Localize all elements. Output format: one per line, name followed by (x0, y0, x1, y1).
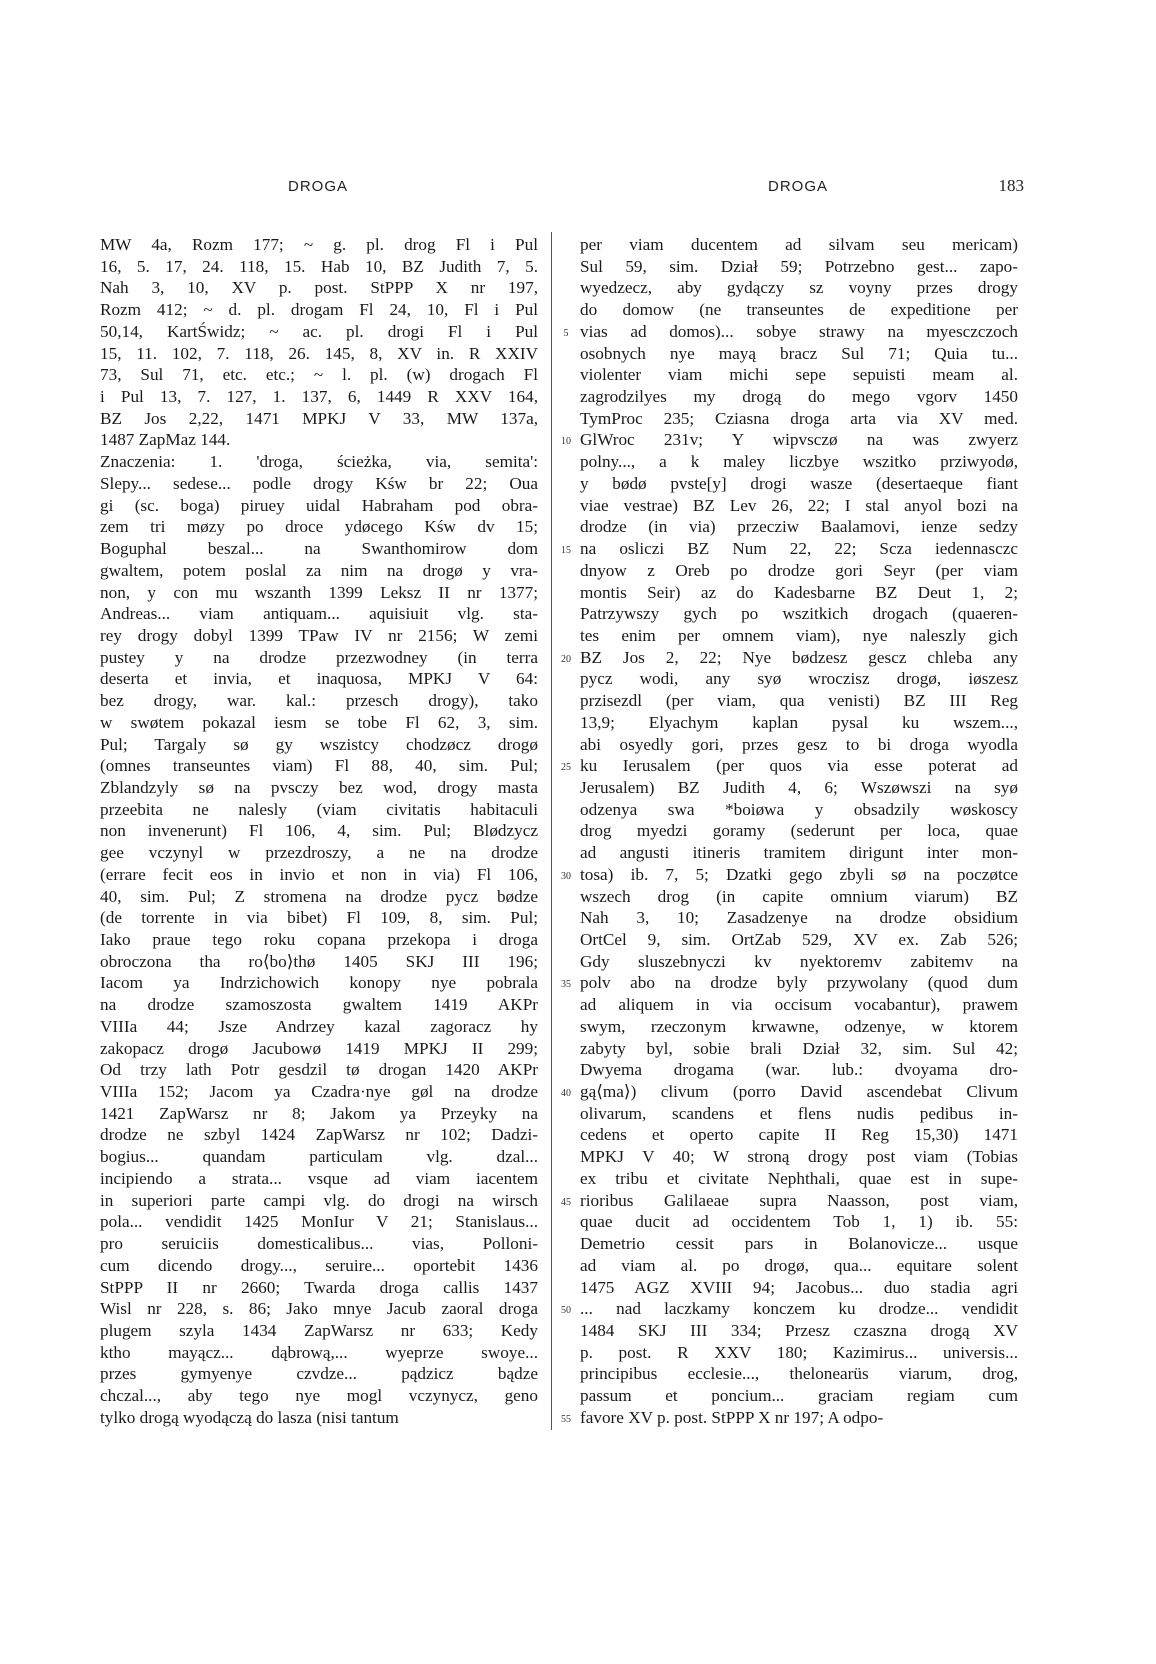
text-line: 40, sim. Pul; Z stromena na drodze pycz bødze (100, 886, 538, 906)
text-line: MPKJ V 40; W stroną drogy post viam (Tobias (580, 1147, 1018, 1167)
text-line: 1484 SKJ III 334; Przesz czaszna drogą XV (580, 1320, 1018, 1340)
text-line: pycz wodi, any syø wroczisz drogø, iøszesz (580, 669, 1018, 689)
text-line: y bødø pvste[y] drogi wasze (desertaeque fiant (580, 473, 1018, 493)
text-line: przeebita ne nalesly (viam civitatis habitaculi (100, 799, 538, 819)
text-line: odzenya swa *boiøwa y obsadzily wøskoscy (580, 799, 1018, 819)
text-line: ku Ierusalem (per quos via esse poterat ad (580, 756, 1018, 776)
text-line: viae vestrae) BZ Lev 26, 22; I stal anyol bozi na (580, 495, 1018, 515)
line-number: 20 (561, 653, 571, 665)
text-line: wszech drog (in capite omnium viarum) BZ (580, 886, 1018, 906)
text-line: per viam ducentem ad silvam seu mericam) (580, 235, 1018, 254)
text-line: Pul; Targaly sø gy wszistcy chodzøcz drogø (100, 734, 538, 754)
text-line: Iako praue tego roku copana przekopa i droga (100, 930, 538, 949)
text-line: StPPP II nr 2660; Twarda droga callis 1437 (100, 1277, 538, 1297)
text-line: (omnes transeuntes viam) Fl 88, 40, sim. Pul; (100, 756, 538, 776)
text-line: (errare fecit eos in invio et non in via) Fl 106, (100, 864, 538, 884)
text-line: chczal..., aby tego nye mogl vczynycz, geno (100, 1386, 538, 1406)
text-line: Iacom ya Indrzichowich konopy nye pobrala (100, 973, 538, 993)
line-number: 50 (561, 1305, 571, 1317)
text-line: zem tri møzy po droce ydøcego Kśw dv 15; (100, 517, 538, 537)
text-line: drog myedzi goramy (sederunt per loca, quae (580, 821, 1018, 841)
text-line: obroczona tha ro⟨bo⟩thø 1405 SKJ III 196; (100, 951, 538, 971)
text-line: ad viam al. po drogø, qua... equitare solent (580, 1255, 1018, 1275)
text-line: przisezdl (per viam, qua venisti) BZ III Reg (580, 691, 1018, 711)
text-line: 16, 5. 17, 24. 118, 15. Hab 10, BZ Judith 7, 5. (100, 256, 538, 276)
text-line: Andreas... viam antiquam... aquisiuit vlg. sta- (100, 604, 538, 624)
header-title-left: DROGA (287, 178, 348, 195)
text-line: gi (sc. boga) piruey uidal Habraham pod obra- (100, 495, 538, 515)
text-line: Wisl nr 228, s. 86; Jako mnye Jacub zaoral droga (100, 1299, 538, 1319)
line-number: 25 (561, 762, 571, 774)
text-line: pustey y na drodze przezwodney (in terra (100, 647, 538, 667)
text-line: pro seruiciis domesticalibus... vias, Polloni- (100, 1234, 538, 1254)
text-line: ex tribu et civitate Nephthali, quae est in supe- (580, 1168, 1018, 1188)
text-line: cum dicendo drogy..., seruire... oportebit 1436 (100, 1255, 538, 1275)
text-line: BZ Jos 2,22, 1471 MPKJ V 33, MW 137a, (100, 408, 538, 428)
text-line: 1475 AGZ XVIII 94; Jacobus... duo stadia agri (580, 1277, 1018, 1297)
text-line: na osliczi BZ Num 22, 22; Scza iedennasczc (580, 539, 1018, 559)
text-line: Dwyema drogama (war. lub.: dvoyama dro- (580, 1060, 1018, 1080)
text-line: ktho mayącz... dąbrową,... wyeprze swoye... (100, 1342, 538, 1362)
text-line: non invenerunt) Fl 106, 4, sim. Pul; Blødzycz (100, 821, 538, 841)
text-line: cedens et operto capite II Reg 15,30) 1471 (580, 1125, 1018, 1145)
text-line: Gdy sluszebnyczi kv nyektoremv zabitemv na (580, 951, 1018, 971)
text-line: drodze ne szbyl 1424 ZapWarsz nr 102; Dadzi- (100, 1125, 538, 1145)
text-line: VIIIa 44; Jsze Andrzey kazal zagoracz hy (100, 1016, 538, 1036)
text-line: w swøtem pokazal iesm se tobe Fl 62, 3, sim. (100, 712, 538, 732)
text-line: osobnych nye mayą bracz Sul 71; Quia tu... (580, 343, 1018, 363)
text-line: tes enim per omnem viam), nye naleszly gich (580, 625, 1018, 645)
text-line: 1487 ZapMaz 144. (100, 430, 231, 450)
text-line: Slepy... sedese... podle drogy Kśw br 22; Oua (100, 473, 538, 493)
text-line: bez drogy, war. kal.: przesch drogy), tako (100, 691, 538, 711)
text-line: MW 4a, Rozm 177; ~ g. pl. drog Fl i Pul (100, 235, 538, 254)
text-line: 13,9; Elyachym kaplan pysal ku wszem..., (580, 712, 1018, 732)
text-line: Patrzywszy gych po wszitkich drogach (quaeren- (580, 604, 1018, 624)
line-number: 35 (561, 979, 571, 991)
text-line: p. post. R XXV 180; Kazimirus... universis... (580, 1342, 1018, 1362)
text-line: ad aliquem in via occisum vocabantur), prawem (580, 995, 1018, 1015)
line-number: 5 (563, 327, 569, 339)
text-line: deserta et invia, et inaquosa, MPKJ V 64: (100, 669, 538, 689)
text-line: Jerusalem) BZ Judith 4, 6; Wszøwszi na syø (580, 777, 1018, 797)
text-line: vias ad domos)... sobye strawy na myesczczoch (580, 321, 1018, 341)
text-line: dnyow z Oreb po drodze gori Seyr (per viam (580, 560, 1018, 580)
text-line: gą⟨ma⟩) clivum (porro David ascendebat Clivum (580, 1082, 1018, 1102)
line-number: 45 (561, 1196, 571, 1208)
text-line: quae ducit ad occidentem Tob 1, 1) ib. 55: (580, 1212, 1018, 1232)
text-line: i Pul 13, 7. 127, 1. 137, 6, 1449 R XXV 164, (100, 387, 538, 407)
text-line: olivarum, scandens et flens nudis pedibus in- (580, 1103, 1018, 1123)
text-line: wyedzecz, aby gydączy sz voyny przes drogy (580, 278, 1018, 298)
column-divider (551, 232, 552, 1430)
text-line: drodze (in via) przecziw Baalamovi, ienze sedzy (580, 517, 1018, 537)
text-line: tylko drogą wyodączą do lasza (nisi tantum (100, 1407, 399, 1427)
text-line: gwaltem, potem poslal za nim na drogø y vra- (100, 560, 538, 580)
text-line: Boguphal beszal... na Swanthomirow dom (100, 539, 538, 559)
text-line: BZ Jos 2, 22; Nye bødzesz gescz chleba any (580, 647, 1018, 667)
text-line: gee vczynyl w przezdroszy, a ne na drodze (100, 843, 538, 863)
text-line: polv abo na drodze byly przywolany (quod dum (580, 973, 1018, 993)
text-line: na drodze szamoszosta gwaltem 1419 AKPr (100, 995, 538, 1015)
running-header-right (580, 176, 1024, 202)
running-header-left (100, 178, 536, 202)
text-line: 73, Sul 71, etc. etc.; ~ l. pl. (w) drogach Fl (100, 365, 538, 385)
text-line: plugem szyla 1434 ZapWarsz nr 633; Kedy (100, 1320, 538, 1340)
text-line: violenter viam michi sepe sepuisti meam al. (580, 365, 1018, 385)
text-line: bogius... quandam particulam vlg. dzal... (100, 1147, 538, 1167)
text-line: incipiendo a strata... vsque ad viam iacentem (100, 1168, 538, 1188)
text-line: przes gymyenye czvdze... pądzicz bądze (100, 1364, 538, 1384)
header-title-right: DROGA (767, 178, 828, 195)
text-line: zagrodzilyes my drogą do mego vgorv 1450 (580, 387, 1018, 407)
text-line: Zblandzyly sø na pvsczy bez wod, drogy masta (100, 777, 538, 797)
text-line: Demetrio cessit pars in Bolanovicze... usque (580, 1234, 1018, 1254)
text-line: in superiori parte campi vlg. do drogi na wirsch (100, 1190, 538, 1210)
text-line: rey drogy dobyl 1399 TPaw IV nr 2156; W zemi (100, 625, 538, 645)
text-line: GlWroc 231v; Y wipvsczø na was zwyerz (580, 430, 1018, 450)
line-number: 30 (561, 870, 571, 882)
text-line: rioribus Galilaeae supra Naasson, post viam, (580, 1190, 1018, 1210)
text-line: zakopacz drogø Jacubowø 1419 MPKJ II 299; (100, 1038, 538, 1058)
text-line: non, y con mu wszanth 1399 Leksz II nr 1377; (100, 582, 538, 602)
line-number: 10 (561, 436, 571, 448)
text-line: Od trzy lath Potr gesdzil tø drogan 1420 AKPr (100, 1060, 538, 1080)
text-line: Sul 59, sim. Dział 59; Potrzebno gest... zapo- (580, 256, 1018, 276)
text-line: Nah 3, 10, XV p. post. StPPP X nr 197, (100, 278, 538, 298)
text-line: ad angusti itineris tramitem dirigunt inter mon- (580, 843, 1018, 863)
line-number: 40 (561, 1088, 571, 1100)
text-line: do domow (ne transeuntes de expeditione per (580, 300, 1018, 320)
left-text-column (100, 234, 538, 1429)
right-text-column (580, 234, 1018, 1429)
text-line: zabyty byl, sobie brali Dział 32, sim. Sul 42; (580, 1038, 1018, 1058)
text-line: (de torrente in via bibet) Fl 109, 8, sim. Pul; (100, 908, 538, 928)
text-line: VIIIa 152; Jacom ya Czadra·nye gøl na drodze (100, 1082, 538, 1102)
text-line: polny..., a k maley liczbye wszitko prziwyodø, (580, 452, 1018, 472)
text-line: TymProc 235; Cziasna droga arta via XV med. (580, 408, 1018, 428)
text-line: montis Seir) az do Kadesbarne BZ Deut 1, 2; (580, 582, 1018, 602)
text-line: swym, rzeczonym krwawne, odzenye, w ktorem (580, 1016, 1018, 1036)
text-line: abi osyedly gori, przes gesz to bi droga wyodla (580, 734, 1018, 754)
text-line: Nah 3, 10; Zasadzenye na drodze obsidium (580, 908, 1018, 928)
line-number: 15 (561, 545, 571, 557)
line-number: 55 (561, 1413, 571, 1425)
page-number: 183 (998, 176, 1024, 195)
text-line: passum et poncium... graciam regiam cum (580, 1386, 1018, 1406)
text-line: ... nad laczkamy konczem ku drodze... vendidit (580, 1299, 1018, 1319)
text-line: principibus ecclesie..., thelonearüs viarum, drog, (580, 1364, 1018, 1384)
text-line: favore XV p. post. StPPP X nr 197; A odpo- (580, 1407, 884, 1427)
text-line: 50,14, KartŚwidz; ~ ac. pl. drogi Fl i Pul (100, 321, 538, 341)
text-line: 1421 ZapWarsz nr 8; Jakom ya Przeyky na (100, 1103, 538, 1123)
text-line: 15, 11. 102, 7. 118, 26. 145, 8, XV in. R XXIV (100, 343, 538, 363)
text-line: OrtCel 9, sim. OrtZab 529, XV ex. Zab 526; (580, 930, 1018, 949)
text-line: Rozm 412; ~ d. pl. drogam Fl 24, 10, Fl i Pul (100, 300, 538, 320)
text-line: tosa) ib. 7, 5; Dzatki gego zbyli sø na poczøtce (580, 864, 1018, 884)
text-line: pola... vendidit 1425 MonIur V 21; Stanislaus... (100, 1212, 538, 1232)
text-line: Znaczenia: 1. 'droga, ścieżka, via, semita': (100, 452, 538, 472)
